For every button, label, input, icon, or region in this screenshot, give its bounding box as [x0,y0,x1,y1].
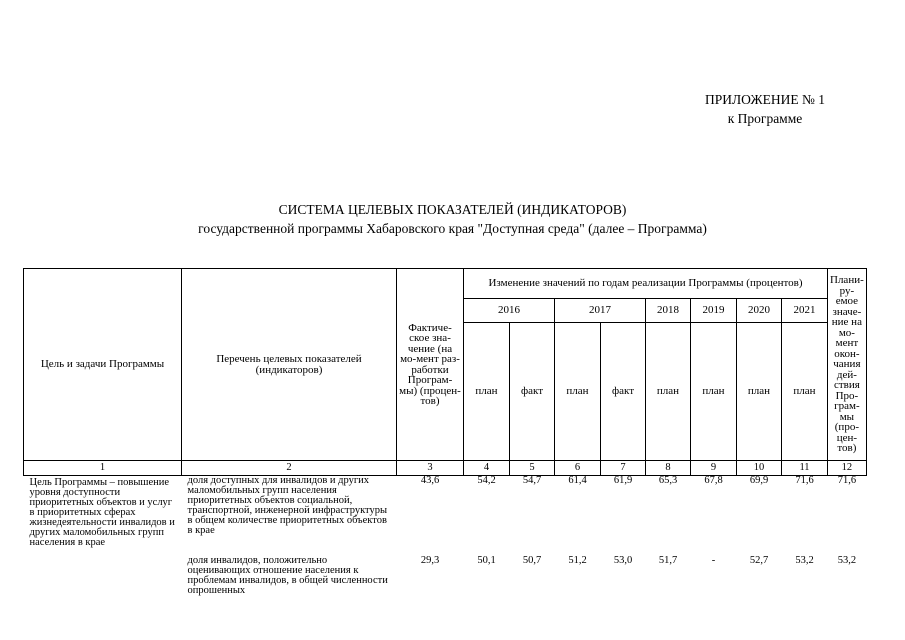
planned-final-value: 53,2 [837,555,857,566]
value-2018-plan: 65,3 [658,475,678,486]
value-2016-fact: 50,7 [522,555,542,566]
header-year-2016: 2016 [464,299,555,323]
header-year-2020: 2020 [737,299,782,323]
value-2019-plan: - [711,555,716,566]
column-number: 7 [601,461,646,476]
subheader-fact-2016: факт [510,323,555,461]
actual-value: 43,6 [420,475,440,486]
column-number: 9 [691,461,737,476]
column-number: 4 [464,461,510,476]
indicator-text: доля доступных для инвалидов и других маломобильных групп населения приоритетных объектов социальной, транспортной, инженерной инфраструктуры в общем количестве приоритетных объектов в крае [187,475,388,536]
column-number: 12 [828,461,867,476]
header-actual-value: Фактиче-ское зна-чение (на мо-мент раз-работки Програм-мы) (процен-тов) [397,269,464,461]
value-2017-plan: 61,4 [568,475,587,486]
subheader-plan-2018: план [646,323,691,461]
value-2021-plan: 53,2 [795,555,814,566]
value-2017-plan: 51,2 [568,555,587,566]
header-year-2019: 2019 [691,299,737,323]
header-goal: Цель и задачи Программы [24,269,182,461]
value-2021-plan: 71,6 [795,475,814,486]
document-title [0,200,905,238]
appendix-reference: к Программе [727,111,803,126]
planned-final-value: 71,6 [837,475,857,486]
value-2018-plan: 51,7 [658,555,678,566]
column-number: 3 [397,461,464,476]
value-2016-fact: 54,7 [522,475,542,486]
program-goal: Цель Программы – повышение уровня доступности приоритетных объектов и услуг в приоритетных сферах жизнедеятельности инвалидов и других маломобильных групп населения в крае [29,477,175,548]
column-number: 11 [782,461,828,476]
value-2019-plan: 67,8 [704,475,723,486]
subheader-plan-2021: план [782,323,828,461]
column-number: 1 [24,461,182,476]
column-number: 10 [737,461,782,476]
column-number: 2 [182,461,397,476]
column-number: 6 [555,461,601,476]
subheader-plan-2019: план [691,323,737,461]
header-year-2017: 2017 [555,299,646,323]
column-number: 5 [510,461,555,476]
indicators-table [23,268,867,610]
column-number: 8 [646,461,691,476]
title-line-1: СИСТЕМА ЦЕЛЕВЫХ ПОКАЗАТЕЛЕЙ (ИНДИКАТОРОВ) [278,202,627,217]
header-planned-value: Плани-ру-емое значе-ние на мо-мент окон-чания дей-ствия Про-грам-мы (про-цен-тов) [828,269,867,461]
header-indicators: Перечень целевых показателей (индикаторов) [182,269,397,461]
value-2017-fact: 61,9 [613,475,633,486]
value-2017-fact: 53,0 [613,555,633,566]
subheader-fact-2017: факт [601,323,646,461]
appendix-number: ПРИЛОЖЕНИЕ № 1 [704,92,826,107]
actual-value: 29,3 [420,555,440,566]
value-2020-plan: 69,9 [749,475,769,486]
title-line-2: государственной программы Хабаровского края "Доступная среда" (далее – Программа) [198,221,707,236]
table-row [24,476,867,556]
subheader-plan-2017: план [555,323,601,461]
subheader-plan-2016: план [464,323,510,461]
indicator-text: доля инвалидов, положительно оценивающих отношение населения к проблемам инвалидов, в общей численности опрошенных [187,555,388,596]
appendix-header [700,90,830,128]
header-change-by-year: Изменение значений по годам реализации Программы (процентов) [464,269,828,299]
header-year-2018: 2018 [646,299,691,323]
value-2016-plan: 54,2 [477,475,496,486]
subheader-plan-2020: план [737,323,782,461]
header-year-2021: 2021 [782,299,828,323]
value-2016-plan: 50,1 [477,555,496,566]
value-2020-plan: 52,7 [749,555,769,566]
